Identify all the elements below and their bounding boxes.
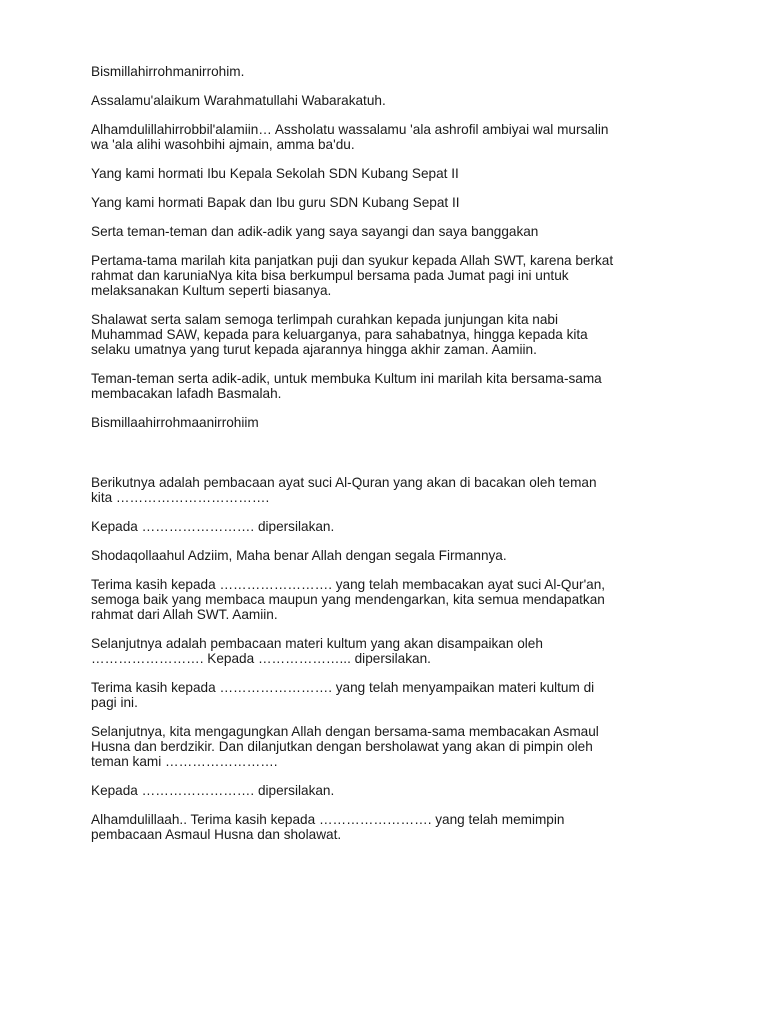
paragraph-basmalah: Bismillaahirrohmaanirrohiim <box>91 415 259 430</box>
paragraph-salam: Assalamu'alaikum Warahmatullahi Wabarakatuh. <box>91 93 386 108</box>
paragraph-invite-leader: Kepada ……………………. dipersilakan. <box>91 783 335 798</box>
paragraph-thanks-speaker: Terima kasih kepada ……………………. yang telah menyampaikan materi kultum di pagi ini. <box>91 680 595 710</box>
section-spacer <box>91 444 691 475</box>
document-body <box>91 64 691 856</box>
paragraph-greeting-teachers: Yang kami hormati Bapak dan Ibu guru SDN Kubang Sepat II <box>91 195 460 210</box>
paragraph-opening-basmalah: Bismillahirrohmanirrohim. <box>91 64 245 79</box>
paragraph-asmaul-husna-intro: Selanjutnya, kita mengagungkan Allah dengan bersama-sama membacakan Asmaul Husna dan berdzikir. Dan dilanjutkan dengan bersholawat yang akan di pimpin oleh teman kami ……………………. <box>91 724 599 769</box>
paragraph-kultum-intro: Selanjutnya adalah pembacaan materi kultum yang akan disampaikan oleh ……………………. Kepada ………………... dipersilakan. <box>91 636 543 666</box>
paragraph-hamdalah: Alhamdulillahirrobbil'alamiin… Assholatu wassalamu 'ala ashrofil ambiyai wal mursalin wa 'ala alihi wasohbihi ajmain, amma ba'du. <box>91 122 609 152</box>
paragraph-invitation-basmalah: Teman-teman serta adik-adik, untuk membuka Kultum ini marilah kita bersama-sama membacakan lafadh Basmalah. <box>91 371 602 401</box>
paragraph-closing-thanks: Alhamdulillaah.. Terima kasih kepada ……………………. yang telah memimpin pembacaan Asmaul Husna dan sholawat. <box>91 812 565 842</box>
paragraph-greeting-friends: Serta teman-teman dan adik-adik yang saya sayangi dan saya banggakan <box>91 224 539 239</box>
paragraph-greeting-principal: Yang kami hormati Ibu Kepala Sekolah SDN Kubang Sepat II <box>91 166 459 181</box>
paragraph-quran-reading-intro: Berikutnya adalah pembacaan ayat suci Al-Quran yang akan di bacakan oleh teman kita ……………………………. <box>91 475 597 505</box>
paragraph-invite-reader: Kepada ……………………. dipersilakan. <box>91 519 335 534</box>
paragraph-shalawat: Shalawat serta salam semoga terlimpah curahkan kepada junjungan kita nabi Muhammad SAW, kepada para keluarganya, para sahabatnya, hingga kepada kita selaku umatnya yang turut kepada ajarannya hingga akhir zaman. Aamiin. <box>91 312 588 357</box>
paragraph-gratitude: Pertama-tama marilah kita panjatkan puji dan syukur kepada Allah SWT, karena berkat rahmat dan karuniaNya kita bisa berkumpul bersama pada Jumat pagi ini untuk melaksanakan Kultum seperti biasanya. <box>91 253 614 298</box>
paragraph-thanks-reader: Terima kasih kepada ……………………. yang telah membacakan ayat suci Al-Qur'an, semoga baik yang membaca maupun yang mendengarkan, kita semua mendapatkan rahmat dari Allah SWT. Aamiin. <box>91 577 606 622</box>
paragraph-shodaqollah: Shodaqollaahul Adziim, Maha benar Allah dengan segala Firmannya. <box>91 548 507 563</box>
